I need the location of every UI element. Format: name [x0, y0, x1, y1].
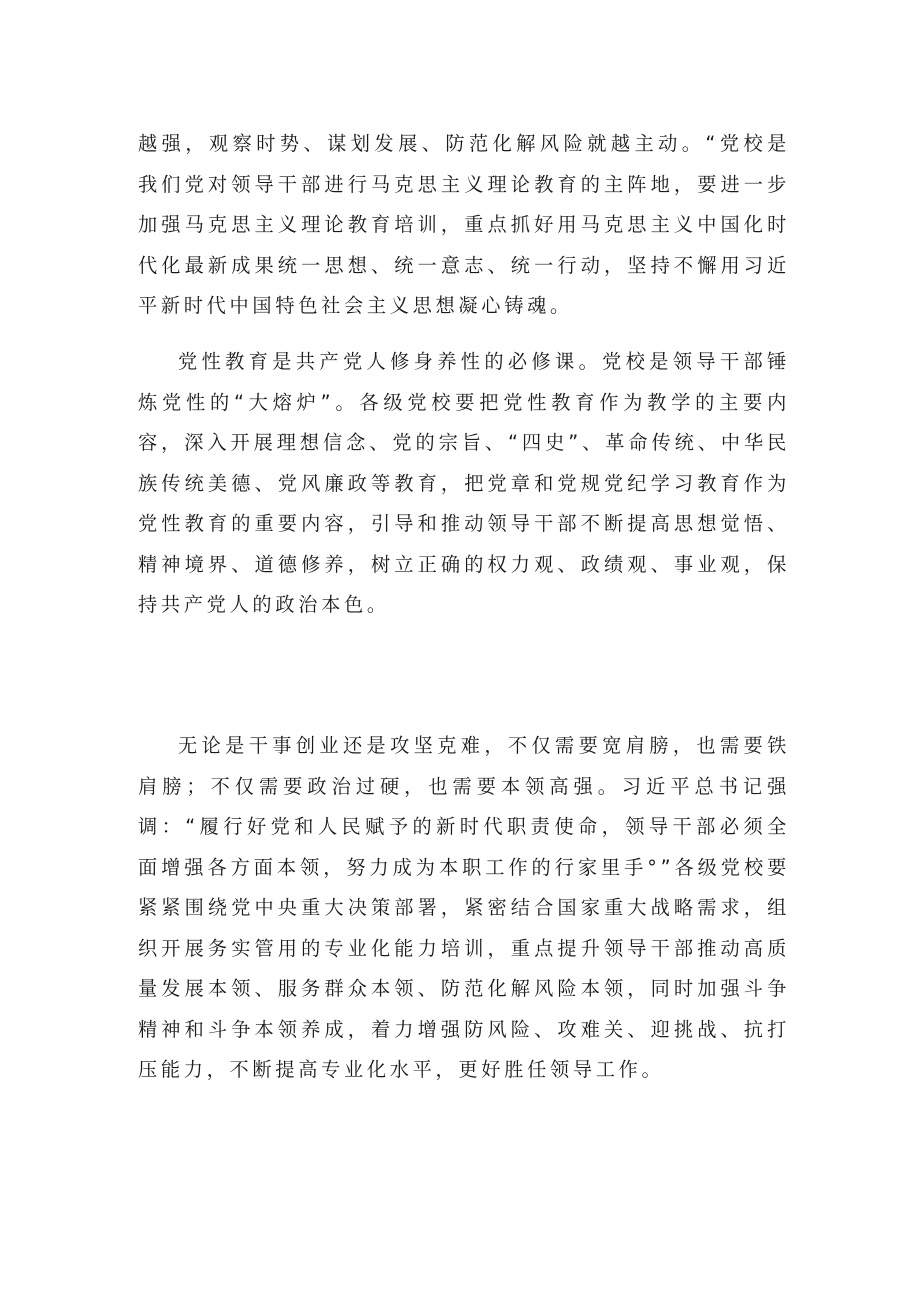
paragraph-professional-ability: 无论是干事创业还是攻坚克难，不仅需要宽肩膀，也需要铁肩膀；不仅需要政治过硬，也需要本领高强。习近平总书记强调：“履行好党和人民赋予的新时代职责使命，领导干部必须全面增强各方面本领，努力成为本职工作的行家里手°”各级党校要紧紧围绕党中央重大决策部署，紧密结合国家重大战略需求，组织开展务实管用的专业化能力培训，重点提升领导干部推动高质量发展本领、服务群众本领、防范化解风险本领，同时加强斗争精神和斗争本领养成，着力增强防风险、攻难关、迎挑战、抗打压能力，不断提高专业化水平，更好胜任领导工作。	[138, 734, 790, 1081]
paragraph-party-spirit-education: 党性教育是共产党人修身养性的必修课。党校是领导干部锤炼党性的“大熔炉”。各级党校要把党性教育作为教学的主要内容，深入开展理想信念、党的宗旨、“四史”、革命传统、中华民族传统美德、党风廉政等教育，把党章和党规党纪学习教育作为党性教育的重要内容，引导和推动领导干部不断提高思想觉悟、精神境界、道德修养，树立正确的权力观、政绩观、事业观，保持共产党人的政治本色。	[138, 350, 790, 616]
paragraph-continuation: 越强，观察时势、谋划发展、防范化解风险就越主动。“党校是我们党对领导干部进行马克思主义理论教育的主阵地，要进一步加强马克思主义理论教育培训，重点抓好用马克思主义中国化时代化最新成果统一思想、统一意志、统一行动，坚持不懈用习近平新时代中国特色社会主义思想凝心铸魂。	[138, 132, 790, 317]
